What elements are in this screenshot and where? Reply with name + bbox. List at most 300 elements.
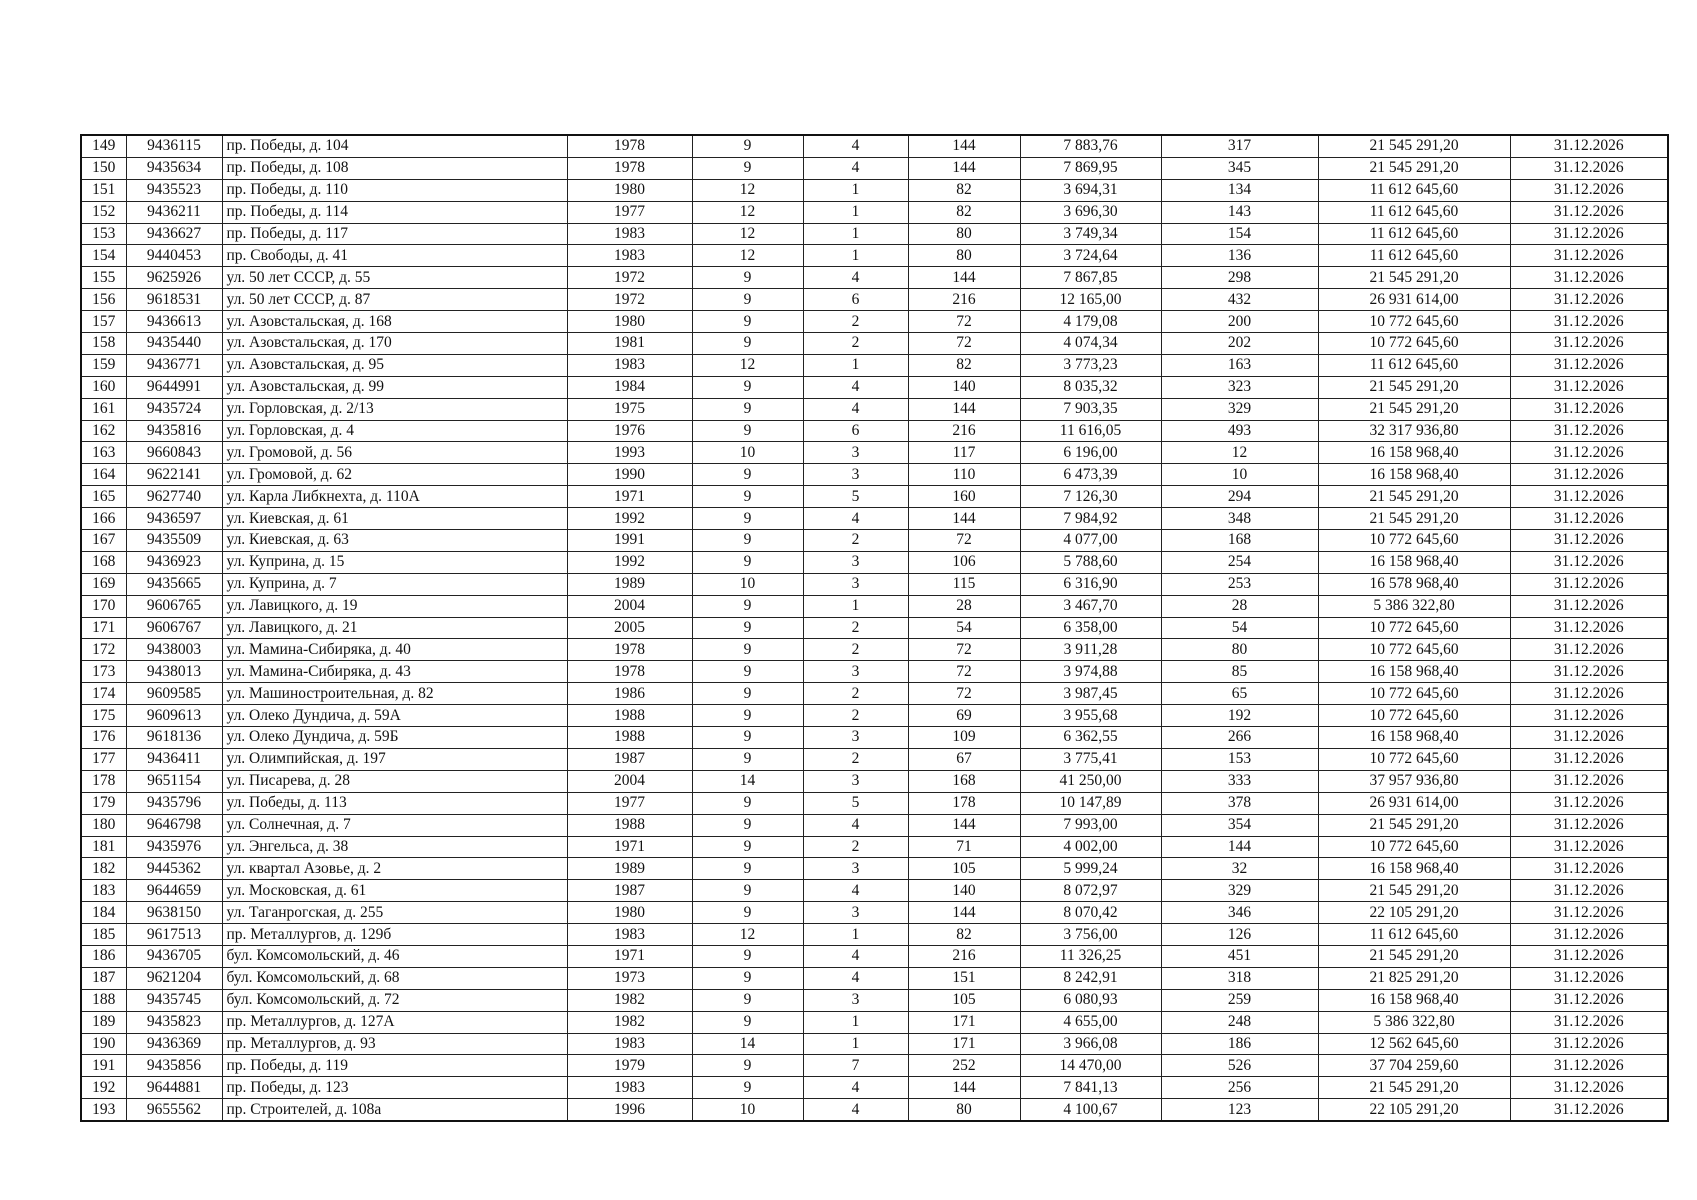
cell-amount: 11 612 645,60 [1318,354,1510,376]
cell-floors: 12 [692,924,803,946]
cell-residents: 432 [1161,289,1318,311]
cell-floors: 9 [692,1077,803,1099]
table-row [81,1099,1668,1121]
cell-residents: 134 [1161,179,1318,201]
cell-floors: 9 [692,289,803,311]
cell-address: ул. Мамина-Сибиряка, д. 43 [222,661,567,683]
cell-area: 11 616,05 [1020,420,1161,442]
cell-residents: 32 [1161,858,1318,880]
table-row [81,1077,1668,1099]
cell-floors: 9 [692,420,803,442]
cell-residents: 317 [1161,135,1318,157]
cell-building-id: 9436613 [126,311,222,333]
cell-row-number: 176 [81,727,126,749]
table-row [81,289,1668,311]
cell-address: ул. Карла Либкнехта, д. 110А [222,486,567,508]
cell-residents: 329 [1161,880,1318,902]
cell-year-built: 1978 [567,639,692,661]
cell-building-id: 9435823 [126,1011,222,1033]
cell-area: 4 002,00 [1020,836,1161,858]
cell-apartments: 106 [908,551,1020,573]
cell-apartments: 252 [908,1055,1020,1077]
cell-deadline: 31.12.2026 [1510,464,1668,486]
cell-row-number: 165 [81,486,126,508]
cell-apartments: 144 [908,1077,1020,1099]
cell-year-built: 1987 [567,748,692,770]
cell-row-number: 173 [81,661,126,683]
cell-building-id: 9621204 [126,967,222,989]
cell-floors: 12 [692,223,803,245]
cell-area: 4 179,08 [1020,311,1161,333]
cell-apartments: 216 [908,945,1020,967]
cell-entrances: 1 [803,223,908,245]
table-row [81,508,1668,530]
cell-deadline: 31.12.2026 [1510,442,1668,464]
cell-residents: 85 [1161,661,1318,683]
cell-address: ул. Писарева, д. 28 [222,770,567,792]
cell-address: ул. Солнечная, д. 7 [222,814,567,836]
cell-row-number: 180 [81,814,126,836]
cell-floors: 10 [692,573,803,595]
cell-amount: 5 386 322,80 [1318,1011,1510,1033]
cell-area: 3 724,64 [1020,245,1161,267]
table-row [81,333,1668,355]
cell-row-number: 149 [81,135,126,157]
cell-apartments: 69 [908,705,1020,727]
cell-floors: 9 [692,376,803,398]
cell-area: 6 316,90 [1020,573,1161,595]
cell-address: ул. Громовой, д. 62 [222,464,567,486]
cell-building-id: 9436369 [126,1033,222,1055]
cell-address: пр. Победы, д. 110 [222,179,567,201]
cell-amount: 21 545 291,20 [1318,508,1510,530]
cell-entrances: 2 [803,683,908,705]
cell-row-number: 150 [81,157,126,179]
cell-deadline: 31.12.2026 [1510,530,1668,552]
cell-amount: 21 545 291,20 [1318,157,1510,179]
cell-residents: 126 [1161,924,1318,946]
cell-floors: 9 [692,945,803,967]
cell-address: ул. Машиностроительная, д. 82 [222,683,567,705]
table-row [81,530,1668,552]
cell-building-id: 9436597 [126,508,222,530]
table-row [81,376,1668,398]
cell-residents: 202 [1161,333,1318,355]
cell-area: 3 756,00 [1020,924,1161,946]
cell-area: 3 974,88 [1020,661,1161,683]
cell-area: 4 074,34 [1020,333,1161,355]
cell-apartments: 144 [908,398,1020,420]
cell-year-built: 2005 [567,617,692,639]
table-row [81,135,1668,157]
cell-address: ул. Куприна, д. 7 [222,573,567,595]
cell-year-built: 1983 [567,223,692,245]
cell-apartments: 117 [908,442,1020,464]
cell-year-built: 1980 [567,179,692,201]
cell-apartments: 72 [908,683,1020,705]
cell-apartments: 115 [908,573,1020,595]
cell-entrances: 3 [803,661,908,683]
cell-deadline: 31.12.2026 [1510,902,1668,924]
cell-residents: 123 [1161,1099,1318,1121]
cell-row-number: 169 [81,573,126,595]
cell-area: 3 696,30 [1020,201,1161,223]
cell-year-built: 1983 [567,1077,692,1099]
cell-entrances: 4 [803,157,908,179]
cell-apartments: 72 [908,661,1020,683]
cell-amount: 10 772 645,60 [1318,530,1510,552]
cell-entrances: 1 [803,201,908,223]
cell-entrances: 3 [803,551,908,573]
cell-amount: 21 545 291,20 [1318,880,1510,902]
cell-building-id: 9436115 [126,135,222,157]
cell-residents: 345 [1161,157,1318,179]
table-row [81,179,1668,201]
cell-address: пр. Победы, д. 104 [222,135,567,157]
cell-area: 4 100,67 [1020,1099,1161,1121]
cell-area: 8 242,91 [1020,967,1161,989]
cell-amount: 21 545 291,20 [1318,135,1510,157]
cell-residents: 192 [1161,705,1318,727]
cell-row-number: 153 [81,223,126,245]
cell-floors: 9 [692,617,803,639]
cell-area: 12 165,00 [1020,289,1161,311]
cell-year-built: 1988 [567,727,692,749]
cell-area: 7 841,13 [1020,1077,1161,1099]
cell-floors: 12 [692,179,803,201]
cell-building-id: 9644881 [126,1077,222,1099]
cell-row-number: 190 [81,1033,126,1055]
cell-year-built: 1992 [567,508,692,530]
cell-entrances: 1 [803,354,908,376]
cell-entrances: 5 [803,792,908,814]
cell-row-number: 163 [81,442,126,464]
cell-year-built: 1976 [567,420,692,442]
cell-floors: 9 [692,1011,803,1033]
cell-entrances: 2 [803,639,908,661]
cell-year-built: 1978 [567,661,692,683]
cell-deadline: 31.12.2026 [1510,792,1668,814]
cell-deadline: 31.12.2026 [1510,1055,1668,1077]
table-row [81,989,1668,1011]
cell-entrances: 4 [803,1099,908,1121]
cell-entrances: 6 [803,420,908,442]
cell-area: 41 250,00 [1020,770,1161,792]
cell-row-number: 185 [81,924,126,946]
cell-address: ул. Таганрогская, д. 255 [222,902,567,924]
cell-entrances: 4 [803,814,908,836]
table-row [81,924,1668,946]
cell-building-id: 9435509 [126,530,222,552]
cell-row-number: 170 [81,595,126,617]
cell-row-number: 161 [81,398,126,420]
cell-amount: 22 105 291,20 [1318,902,1510,924]
cell-amount: 10 772 645,60 [1318,617,1510,639]
cell-floors: 9 [692,333,803,355]
cell-floors: 9 [692,727,803,749]
cell-deadline: 31.12.2026 [1510,398,1668,420]
cell-row-number: 164 [81,464,126,486]
cell-area: 3 749,34 [1020,223,1161,245]
cell-building-id: 9609585 [126,683,222,705]
cell-residents: 451 [1161,945,1318,967]
cell-address: пр. Металлургов, д. 127А [222,1011,567,1033]
cell-apartments: 82 [908,924,1020,946]
cell-building-id: 9646798 [126,814,222,836]
cell-deadline: 31.12.2026 [1510,924,1668,946]
cell-floors: 9 [692,551,803,573]
cell-address: пр. Победы, д. 119 [222,1055,567,1077]
cell-amount: 16 578 968,40 [1318,573,1510,595]
cell-residents: 298 [1161,267,1318,289]
cell-area: 11 326,25 [1020,945,1161,967]
cell-residents: 256 [1161,1077,1318,1099]
cell-amount: 16 158 968,40 [1318,858,1510,880]
table-row [81,683,1668,705]
cell-year-built: 1992 [567,551,692,573]
cell-year-built: 1975 [567,398,692,420]
cell-row-number: 156 [81,289,126,311]
cell-entrances: 7 [803,1055,908,1077]
cell-address: пр. Строителей, д. 108а [222,1099,567,1121]
cell-building-id: 9660843 [126,442,222,464]
cell-row-number: 175 [81,705,126,727]
table-row [81,1033,1668,1055]
cell-area: 5 788,60 [1020,551,1161,573]
cell-entrances: 5 [803,486,908,508]
cell-row-number: 157 [81,311,126,333]
cell-area: 3 773,23 [1020,354,1161,376]
cell-deadline: 31.12.2026 [1510,989,1668,1011]
cell-area: 7 126,30 [1020,486,1161,508]
cell-residents: 526 [1161,1055,1318,1077]
cell-residents: 154 [1161,223,1318,245]
table-row [81,267,1668,289]
table-row [81,1055,1668,1077]
cell-deadline: 31.12.2026 [1510,945,1668,967]
cell-building-id: 9606765 [126,595,222,617]
cell-address: ул. Олимпийская, д. 197 [222,748,567,770]
cell-year-built: 1972 [567,289,692,311]
table-row [81,486,1668,508]
cell-area: 4 077,00 [1020,530,1161,552]
cell-apartments: 67 [908,748,1020,770]
cell-apartments: 82 [908,354,1020,376]
cell-entrances: 1 [803,1033,908,1055]
cell-amount: 16 158 968,40 [1318,727,1510,749]
cell-amount: 16 158 968,40 [1318,661,1510,683]
table-row [81,770,1668,792]
table-row [81,442,1668,464]
cell-area: 7 867,85 [1020,267,1161,289]
cell-row-number: 187 [81,967,126,989]
cell-area: 3 694,31 [1020,179,1161,201]
cell-building-id: 9435440 [126,333,222,355]
cell-floors: 9 [692,880,803,902]
cell-apartments: 144 [908,508,1020,530]
cell-deadline: 31.12.2026 [1510,179,1668,201]
cell-floors: 9 [692,705,803,727]
cell-floors: 9 [692,836,803,858]
cell-area: 8 070,42 [1020,902,1161,924]
cell-floors: 9 [692,267,803,289]
cell-floors: 9 [692,530,803,552]
cell-floors: 9 [692,464,803,486]
table-row [81,945,1668,967]
cell-deadline: 31.12.2026 [1510,573,1668,595]
cell-area: 6 196,00 [1020,442,1161,464]
cell-year-built: 1990 [567,464,692,486]
cell-year-built: 1978 [567,157,692,179]
cell-apartments: 82 [908,201,1020,223]
cell-address: ул. Куприна, д. 15 [222,551,567,573]
cell-address: ул. Олеко Дундича, д. 59А [222,705,567,727]
cell-deadline: 31.12.2026 [1510,880,1668,902]
cell-amount: 10 772 645,60 [1318,683,1510,705]
cell-deadline: 31.12.2026 [1510,486,1668,508]
cell-row-number: 189 [81,1011,126,1033]
cell-area: 8 072,97 [1020,880,1161,902]
cell-floors: 9 [692,661,803,683]
cell-entrances: 2 [803,836,908,858]
table-row [81,880,1668,902]
cell-address: пр. Победы, д. 117 [222,223,567,245]
cell-residents: 12 [1161,442,1318,464]
cell-entrances: 2 [803,530,908,552]
table-row [81,595,1668,617]
cell-apartments: 144 [908,157,1020,179]
cell-area: 7 903,35 [1020,398,1161,420]
cell-building-id: 9622141 [126,464,222,486]
cell-apartments: 80 [908,1099,1020,1121]
cell-apartments: 140 [908,376,1020,398]
table-row [81,311,1668,333]
cell-row-number: 167 [81,530,126,552]
cell-amount: 10 772 645,60 [1318,836,1510,858]
cell-entrances: 2 [803,333,908,355]
cell-building-id: 9436411 [126,748,222,770]
cell-row-number: 183 [81,880,126,902]
cell-amount: 11 612 645,60 [1318,924,1510,946]
cell-apartments: 171 [908,1033,1020,1055]
cell-floors: 9 [692,135,803,157]
cell-floors: 10 [692,1099,803,1121]
cell-deadline: 31.12.2026 [1510,157,1668,179]
cell-deadline: 31.12.2026 [1510,661,1668,683]
cell-entrances: 3 [803,727,908,749]
cell-residents: 493 [1161,420,1318,442]
cell-area: 14 470,00 [1020,1055,1161,1077]
cell-apartments: 216 [908,289,1020,311]
cell-building-id: 9644991 [126,376,222,398]
cell-deadline: 31.12.2026 [1510,311,1668,333]
cell-floors: 9 [692,486,803,508]
cell-amount: 21 545 291,20 [1318,1077,1510,1099]
cell-address: ул. 50 лет СССР, д. 87 [222,289,567,311]
cell-entrances: 4 [803,880,908,902]
cell-deadline: 31.12.2026 [1510,1077,1668,1099]
cell-building-id: 9435724 [126,398,222,420]
cell-entrances: 4 [803,967,908,989]
cell-year-built: 1993 [567,442,692,464]
cell-building-id: 9655562 [126,1099,222,1121]
cell-deadline: 31.12.2026 [1510,814,1668,836]
cell-amount: 21 545 291,20 [1318,486,1510,508]
table-row [81,420,1668,442]
cell-residents: 10 [1161,464,1318,486]
cell-deadline: 31.12.2026 [1510,770,1668,792]
cell-apartments: 160 [908,486,1020,508]
cell-floors: 9 [692,157,803,179]
cell-entrances: 1 [803,1011,908,1033]
cell-deadline: 31.12.2026 [1510,223,1668,245]
cell-entrances: 1 [803,595,908,617]
cell-amount: 10 772 645,60 [1318,311,1510,333]
cell-apartments: 80 [908,245,1020,267]
cell-address: ул. 50 лет СССР, д. 55 [222,267,567,289]
cell-building-id: 9435745 [126,989,222,1011]
cell-floors: 9 [692,902,803,924]
cell-area: 3 911,28 [1020,639,1161,661]
cell-deadline: 31.12.2026 [1510,245,1668,267]
cell-entrances: 4 [803,1077,908,1099]
cell-floors: 12 [692,201,803,223]
cell-row-number: 154 [81,245,126,267]
cell-entrances: 4 [803,398,908,420]
cell-deadline: 31.12.2026 [1510,617,1668,639]
table-row [81,157,1668,179]
cell-apartments: 54 [908,617,1020,639]
cell-row-number: 192 [81,1077,126,1099]
cell-year-built: 1989 [567,858,692,880]
table-row [81,1011,1668,1033]
cell-amount: 21 545 291,20 [1318,945,1510,967]
cell-row-number: 179 [81,792,126,814]
cell-address: ул. Лавицкого, д. 21 [222,617,567,639]
cell-residents: 54 [1161,617,1318,639]
cell-floors: 9 [692,311,803,333]
cell-entrances: 3 [803,442,908,464]
cell-row-number: 160 [81,376,126,398]
cell-apartments: 144 [908,902,1020,924]
cell-address: ул. Энгельса, д. 38 [222,836,567,858]
cell-residents: 200 [1161,311,1318,333]
table-row [81,398,1668,420]
cell-floors: 9 [692,814,803,836]
cell-entrances: 2 [803,705,908,727]
cell-residents: 163 [1161,354,1318,376]
cell-entrances: 3 [803,464,908,486]
cell-apartments: 72 [908,530,1020,552]
cell-year-built: 1983 [567,354,692,376]
cell-residents: 65 [1161,683,1318,705]
cell-apartments: 216 [908,420,1020,442]
cell-row-number: 168 [81,551,126,573]
cell-floors: 9 [692,508,803,530]
cell-building-id: 9436923 [126,551,222,573]
cell-year-built: 1980 [567,311,692,333]
cell-year-built: 1982 [567,989,692,1011]
cell-row-number: 159 [81,354,126,376]
cell-floors: 14 [692,770,803,792]
cell-entrances: 4 [803,945,908,967]
cell-address: ул. Победы, д. 113 [222,792,567,814]
cell-row-number: 181 [81,836,126,858]
cell-amount: 11 612 645,60 [1318,223,1510,245]
table-row [81,967,1668,989]
cell-apartments: 140 [908,880,1020,902]
cell-address: ул. Олеко Дундича, д. 59Б [222,727,567,749]
